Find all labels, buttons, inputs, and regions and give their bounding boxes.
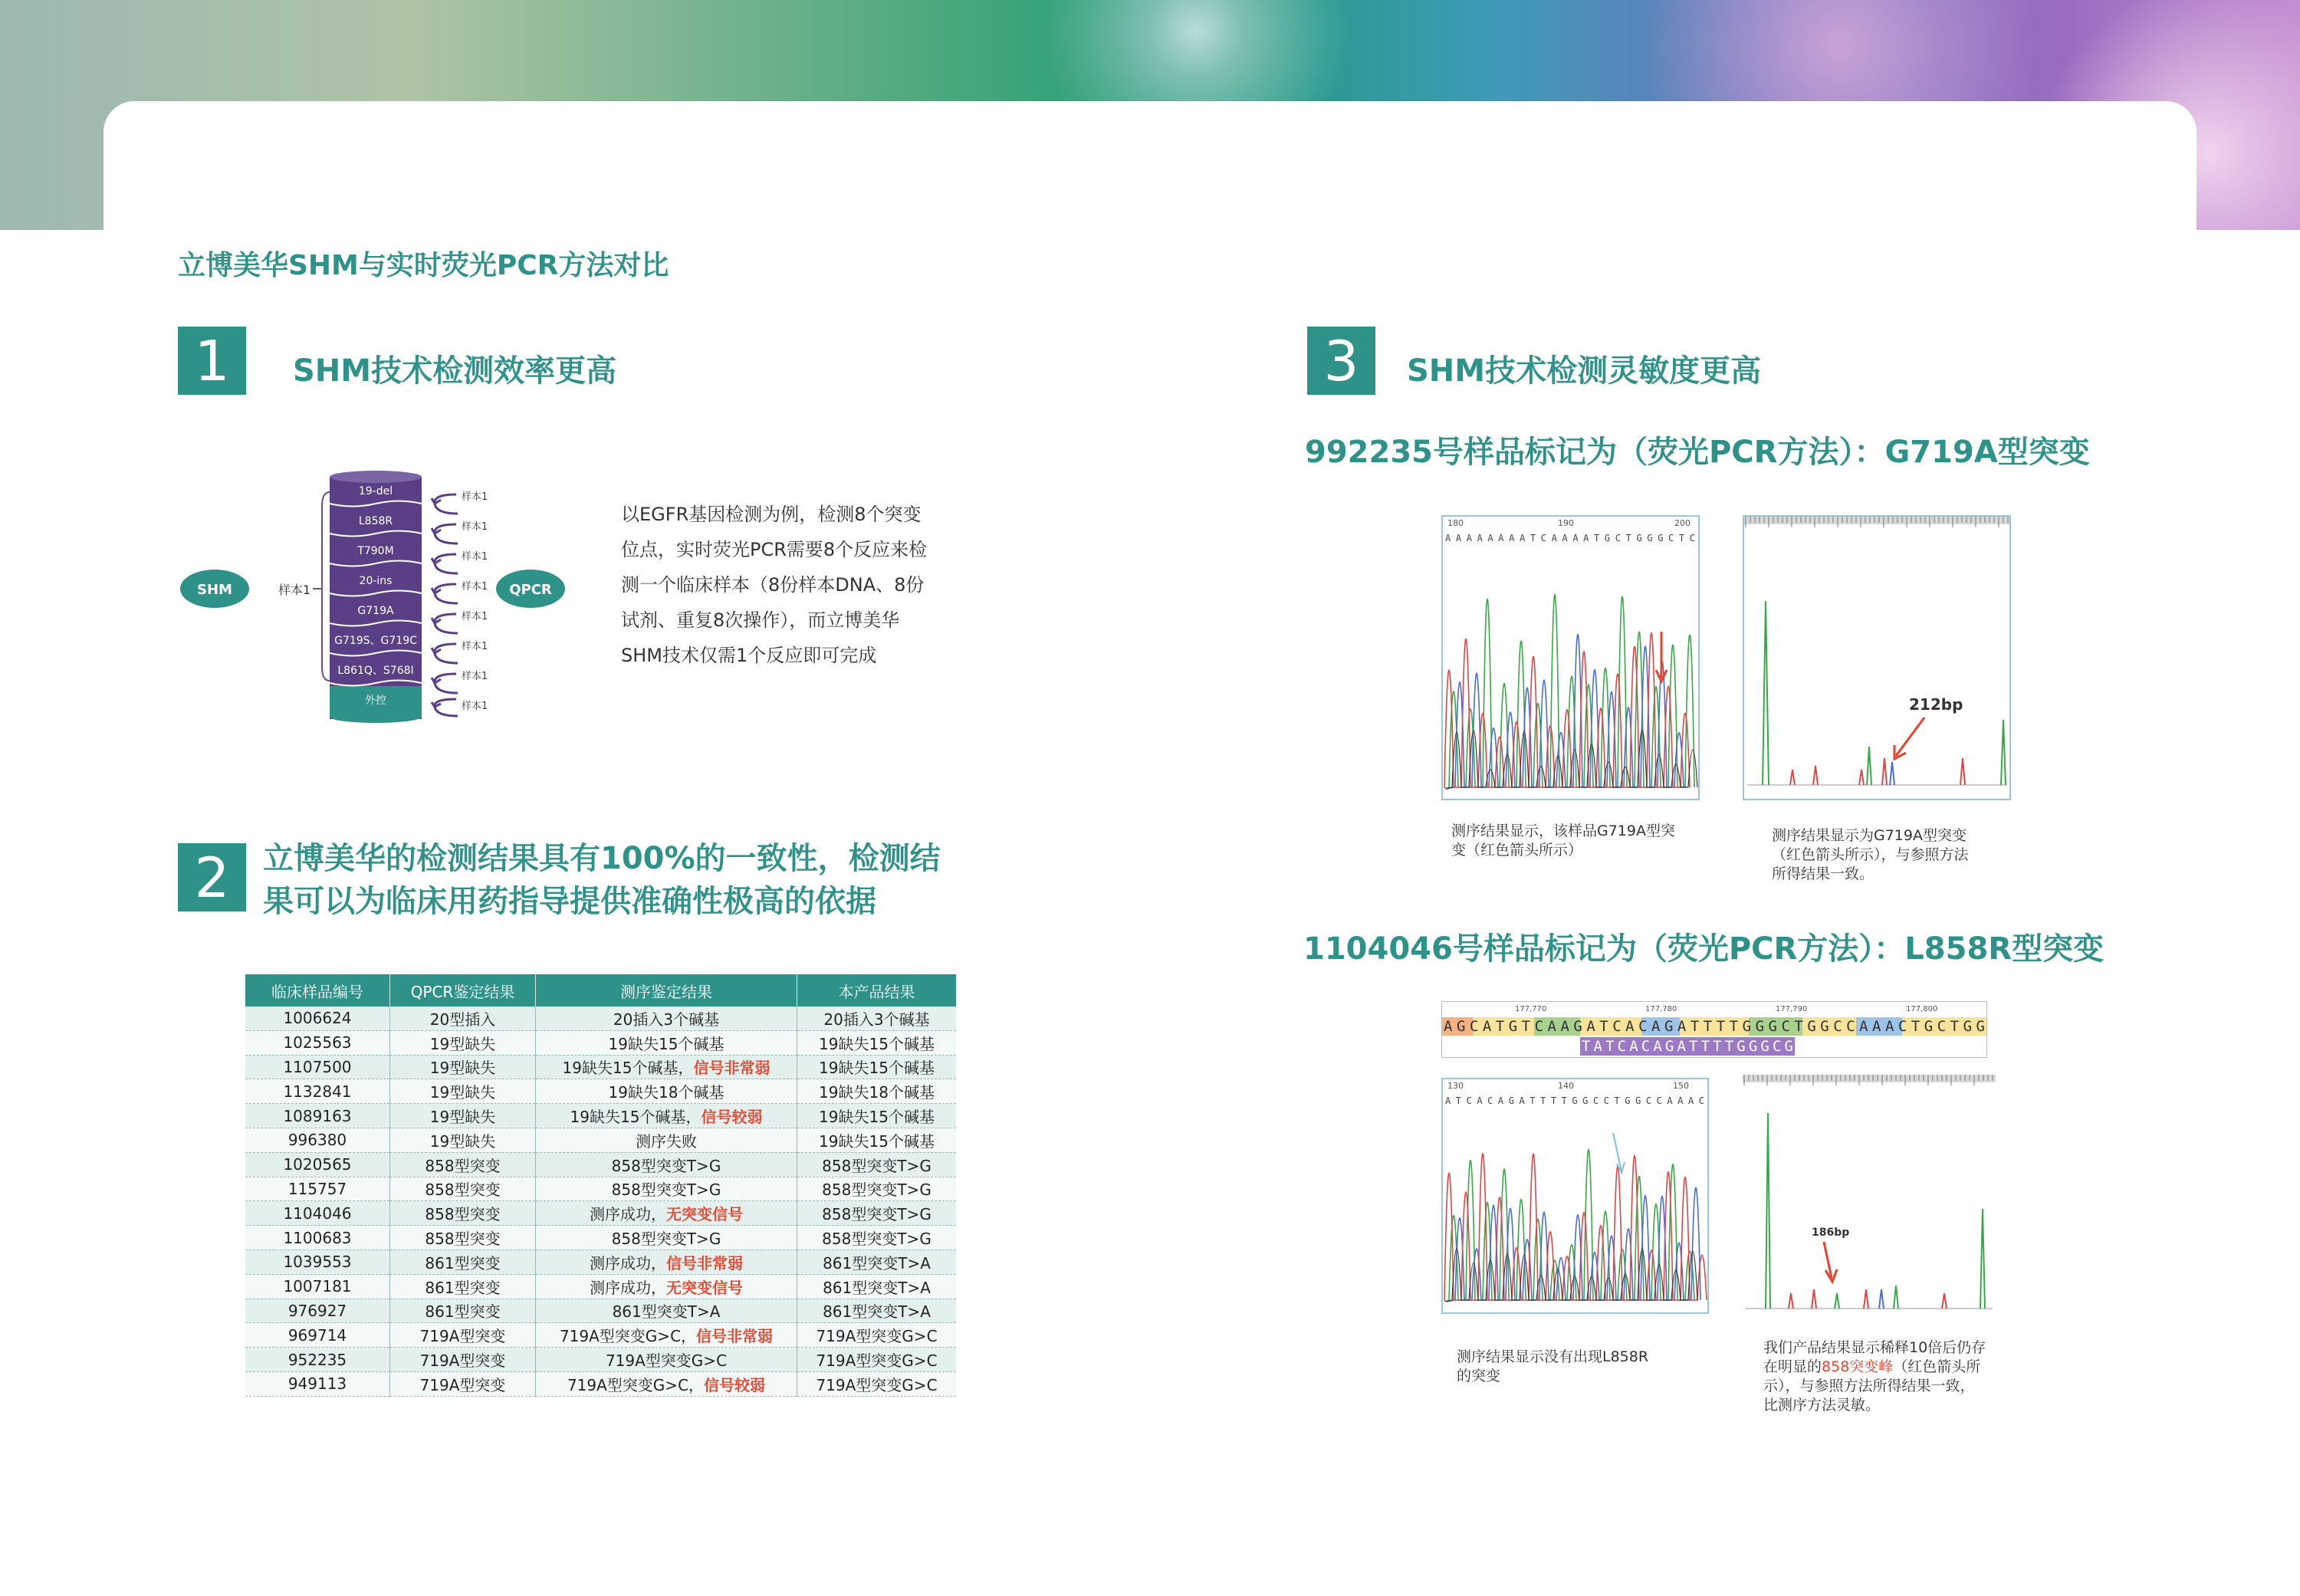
table-cell bbox=[390, 1177, 536, 1201]
column-header: QPCR鉴定结果 bbox=[390, 974, 536, 1007]
caption-line: （红色箭头所示），与参照方法 bbox=[1772, 846, 1969, 863]
caption-line: 的突变 bbox=[1457, 1368, 1501, 1384]
cell-text: 719A型突变 bbox=[419, 1351, 506, 1371]
cell-text: 1006624 bbox=[283, 1009, 352, 1028]
cell-text: 861型突变 bbox=[425, 1253, 501, 1273]
cell-text: 1039553 bbox=[283, 1253, 352, 1272]
table-cell bbox=[797, 1079, 957, 1104]
trace-tick: 200 bbox=[1674, 518, 1691, 528]
cell-flag: 信号较弱 bbox=[704, 1375, 766, 1394]
results-table bbox=[245, 974, 956, 1397]
cell-text: 858型突变T>G bbox=[822, 1181, 932, 1200]
table-row bbox=[245, 1250, 956, 1274]
cell-text: 858型突变 bbox=[425, 1205, 501, 1224]
sample-label: 样本1 bbox=[278, 583, 311, 597]
table-cell bbox=[390, 1030, 536, 1055]
table-cell bbox=[390, 1371, 536, 1396]
table-cell bbox=[797, 1128, 957, 1152]
table-row bbox=[245, 1007, 956, 1030]
caption-line: 测序结果显示没有出现L858R bbox=[1457, 1348, 1649, 1365]
reference-sequence: AGCATGTCAAGATCACAGATTTTGGGCTGGCCAAACTGCTGG bbox=[1444, 1018, 1985, 1035]
cell-text: 19缺失15个碱基 bbox=[819, 1034, 935, 1053]
paragraph-line: 测一个临床样本（8份样本DNA、8份 bbox=[621, 574, 925, 596]
caption-line: 所得结果一致。 bbox=[1772, 865, 1875, 882]
section2-title-line: 果可以为临床用药指导提供准确性极高的依据 bbox=[263, 884, 876, 919]
cell-text: 19缺失15个碱基 bbox=[608, 1034, 724, 1053]
table-cell bbox=[797, 1055, 957, 1079]
alignment-tick: 177,780 bbox=[1645, 1005, 1677, 1013]
arrow-label: 样本1 bbox=[462, 491, 488, 503]
cell-text: 19缺失15个碱基 bbox=[819, 1059, 935, 1078]
cell-text: 19缺失18个碱基 bbox=[608, 1083, 724, 1102]
table-cell bbox=[390, 1274, 536, 1299]
section2-title-line: 立博美华的检测结果具有100%的一致性，检测结 bbox=[263, 841, 941, 876]
caption-text: （红色箭头所 bbox=[1893, 1358, 1981, 1375]
section1-title: SHM技术检测效率更高 bbox=[293, 353, 617, 389]
arrow-label: 样本1 bbox=[462, 551, 488, 563]
table-cell bbox=[536, 1055, 797, 1079]
cell-flag: 信号较弱 bbox=[701, 1108, 763, 1127]
trace-sequence: AAAAAAAATCAAAATGCTGGGCTC bbox=[1445, 533, 1695, 543]
cell-text: 测序成功， bbox=[590, 1253, 666, 1273]
alignment-tick: 177,770 bbox=[1515, 1005, 1547, 1013]
cell-text: 测序成功， bbox=[590, 1278, 666, 1297]
arrow-label: 样本1 bbox=[462, 581, 488, 593]
caption-line: 测序结果显示，该样品G719A型突 bbox=[1451, 823, 1675, 839]
cell-text: 719A型突变G>C bbox=[605, 1351, 728, 1371]
cell-text: 719A型突变 bbox=[419, 1327, 506, 1346]
cell-text: 861型突变T>A bbox=[823, 1253, 931, 1273]
caption-ce-2 bbox=[1763, 1338, 1986, 1415]
cell-text: 1089163 bbox=[283, 1106, 352, 1125]
cell-text: 858型突变T>G bbox=[822, 1205, 932, 1224]
cell-text: 858型突变T>G bbox=[822, 1156, 932, 1175]
table-row bbox=[245, 1323, 956, 1348]
cell-text: 1020565 bbox=[283, 1155, 352, 1174]
shm-vs-qpcr-diagram bbox=[172, 460, 579, 728]
cell-text: 858型突变 bbox=[425, 1230, 501, 1249]
table-cell bbox=[797, 1030, 957, 1055]
column-header: 临床样品编号 bbox=[245, 974, 390, 1007]
cell-flag: 信号非常弱 bbox=[696, 1327, 774, 1346]
table-cell bbox=[390, 1201, 536, 1226]
trace-tick: 190 bbox=[1558, 518, 1574, 528]
cylinder-item: L858R bbox=[358, 515, 393, 527]
table-row bbox=[245, 1371, 956, 1396]
table-cell bbox=[536, 1250, 797, 1274]
cell-text: 1100683 bbox=[283, 1228, 352, 1247]
table-row bbox=[245, 1299, 956, 1323]
cylinder-item: 19-del bbox=[358, 485, 393, 498]
caption-line: 比测序方法灵敏。 bbox=[1763, 1397, 1881, 1414]
arrow-label: 样本1 bbox=[462, 611, 488, 622]
table-cell bbox=[797, 1177, 957, 1201]
cell-text: 19型缺失 bbox=[429, 1131, 496, 1151]
table-cell bbox=[390, 1104, 536, 1128]
section2-title bbox=[263, 837, 941, 923]
table-cell bbox=[245, 1079, 390, 1104]
table-cell bbox=[390, 1348, 536, 1372]
table-cell bbox=[536, 1323, 797, 1348]
cell-text: 1025563 bbox=[283, 1033, 352, 1053]
caption-line: 测序结果显示为G719A型突变 bbox=[1772, 827, 1967, 844]
red-arrow-icon bbox=[1894, 718, 1924, 759]
table-cell bbox=[797, 1152, 957, 1177]
sequencing-trace-2 bbox=[1441, 1078, 1709, 1314]
caption-text: 在明显的 bbox=[1763, 1358, 1822, 1375]
cell-flag: 无突变信号 bbox=[666, 1205, 743, 1224]
cell-text: 858型突变 bbox=[425, 1156, 501, 1175]
arrow-label: 样本1 bbox=[462, 641, 488, 652]
table-row bbox=[245, 1030, 956, 1055]
cell-text: 19型缺失 bbox=[429, 1059, 496, 1078]
table-cell bbox=[536, 1226, 797, 1250]
cell-text: 测序失败 bbox=[636, 1131, 697, 1151]
table-cell bbox=[797, 1323, 957, 1348]
table-cell bbox=[245, 1274, 390, 1299]
cell-text: 996380 bbox=[288, 1131, 347, 1150]
table-cell bbox=[797, 1007, 957, 1030]
trace-sequence: ATCACAGATTTTGGCCTGGCCAAAC bbox=[1445, 1095, 1704, 1106]
cell-text: 1132841 bbox=[283, 1082, 352, 1101]
table-row bbox=[245, 1201, 956, 1226]
cell-text: 719A型突变G>C bbox=[816, 1351, 938, 1371]
table-row bbox=[245, 1274, 956, 1299]
paragraph-line: 以EGFR基因检测为例，检测8个突变 bbox=[621, 504, 922, 525]
table-row bbox=[245, 1177, 956, 1201]
table-cell bbox=[390, 1226, 536, 1250]
return-arrows bbox=[432, 494, 458, 716]
cell-text: 949113 bbox=[288, 1374, 347, 1394]
cell-text: 19缺失15个碱基 bbox=[819, 1131, 935, 1151]
cell-text: 858型突变T>G bbox=[611, 1230, 721, 1249]
table-cell bbox=[536, 1177, 797, 1201]
cell-text: 19型缺失 bbox=[429, 1034, 496, 1053]
column-header: 本产品结果 bbox=[797, 974, 957, 1007]
read-sequence: TATCACAGATTTTGGGCG bbox=[1582, 1038, 1793, 1055]
cell-text: 976927 bbox=[288, 1301, 347, 1320]
cell-text: 1107500 bbox=[283, 1057, 352, 1076]
paragraph-line: 位点，实时荧光PCR需要8个反应来检 bbox=[621, 539, 928, 560]
ce-trace-1 bbox=[1743, 515, 2011, 800]
table-row bbox=[245, 1128, 956, 1152]
arrow-label: 样本1 bbox=[462, 521, 488, 533]
peak-label: 186bp bbox=[1812, 1227, 1850, 1239]
qpcr-node-label: QPCR bbox=[509, 582, 552, 598]
section1-paragraph bbox=[621, 497, 943, 673]
cell-text: 19型缺失 bbox=[429, 1108, 496, 1127]
cylinder-item: G719A bbox=[357, 605, 394, 617]
cell-text: 19缺失15个碱基， bbox=[562, 1059, 694, 1078]
table-cell bbox=[536, 1371, 797, 1396]
table-cell bbox=[245, 1226, 390, 1250]
cell-text: 115757 bbox=[288, 1179, 347, 1198]
caption-line: 示），与参照方法所得结果一致， bbox=[1763, 1378, 1975, 1394]
shm-node-label: SHM bbox=[197, 582, 232, 598]
table-cell bbox=[797, 1250, 957, 1274]
cell-text: 861型突变 bbox=[425, 1278, 501, 1297]
table-cell bbox=[390, 1079, 536, 1104]
cell-text: 1104046 bbox=[283, 1204, 352, 1223]
caption-highlight: 858突变峰 bbox=[1822, 1358, 1894, 1375]
table-cell bbox=[245, 1323, 390, 1348]
table-cell bbox=[245, 1055, 390, 1079]
table-cell bbox=[536, 1299, 797, 1323]
table-cell bbox=[797, 1201, 957, 1226]
cylinder-item: T790M bbox=[357, 545, 394, 557]
caption-line bbox=[1763, 1358, 1986, 1377]
table-cell bbox=[536, 1030, 797, 1055]
sample2-heading: 1104046号样品标记为（荧光PCR方法）：L858R型突变 bbox=[1303, 931, 2104, 967]
arrow-label: 样本1 bbox=[462, 671, 488, 682]
cell-text: 861型突变T>A bbox=[612, 1302, 721, 1322]
table-cell bbox=[390, 1323, 536, 1348]
table-header-row bbox=[245, 974, 956, 1007]
blue-arrow-icon bbox=[1613, 1133, 1625, 1173]
table-cell bbox=[245, 1030, 390, 1055]
cylinder-item: 外控 bbox=[365, 695, 386, 707]
caption-seq-1 bbox=[1451, 822, 1675, 860]
table-cell bbox=[390, 1128, 536, 1152]
cell-text: 19缺失18个碱基 bbox=[819, 1083, 935, 1102]
table-cell bbox=[797, 1371, 957, 1396]
cell-text: 861型突变T>A bbox=[823, 1302, 931, 1322]
mutation-cylinder bbox=[330, 471, 422, 723]
table-cell bbox=[390, 1152, 536, 1177]
red-arrow-icon bbox=[1656, 632, 1667, 681]
cell-text: 969714 bbox=[288, 1325, 347, 1345]
cell-text: 719A型突变G>C， bbox=[559, 1327, 697, 1346]
table-cell bbox=[536, 1348, 797, 1372]
cell-text: 20插入3个碱基 bbox=[613, 1010, 720, 1029]
section3-number: 3 bbox=[1307, 327, 1375, 395]
cell-text: 952235 bbox=[288, 1350, 347, 1369]
cylinder-item: L861Q、S768I bbox=[337, 665, 414, 677]
table-cell bbox=[245, 1104, 390, 1128]
alignment-tick: 177,790 bbox=[1776, 1005, 1808, 1013]
section1-number: 1 bbox=[178, 327, 246, 395]
table-cell bbox=[390, 1250, 536, 1274]
table-cell bbox=[245, 1299, 390, 1323]
table-cell bbox=[536, 1201, 797, 1226]
table-cell bbox=[536, 1274, 797, 1299]
table-row bbox=[245, 1348, 956, 1372]
table-cell bbox=[797, 1299, 957, 1323]
table-cell bbox=[536, 1079, 797, 1104]
cell-text: 719A型突变G>C， bbox=[567, 1375, 705, 1394]
paragraph-line: SHM技术仅需1个反应即可完成 bbox=[621, 645, 877, 666]
caption-line: 变（红色箭头所示） bbox=[1451, 842, 1583, 859]
alignment-strip bbox=[1441, 1001, 1987, 1058]
arrow-label: 样本1 bbox=[462, 701, 488, 712]
table-row bbox=[245, 1079, 956, 1104]
red-arrow-icon bbox=[1824, 1242, 1837, 1282]
table-cell bbox=[536, 1104, 797, 1128]
table-cell bbox=[245, 1152, 390, 1177]
table-cell bbox=[797, 1104, 957, 1128]
table-cell bbox=[797, 1226, 957, 1250]
table-cell bbox=[245, 1007, 390, 1030]
table-cell bbox=[797, 1274, 957, 1299]
table-row bbox=[245, 1104, 956, 1128]
section2-number: 2 bbox=[178, 843, 246, 911]
sample1-heading: 992235号样品标记为（荧光PCR方法）：G719A型突变 bbox=[1305, 435, 2090, 470]
table-cell bbox=[536, 1007, 797, 1030]
trace-tick: 180 bbox=[1447, 518, 1464, 528]
sequencing-trace-1 bbox=[1441, 515, 1700, 800]
table-row bbox=[245, 1055, 956, 1079]
table-cell bbox=[245, 1201, 390, 1226]
trace-tick: 150 bbox=[1673, 1081, 1689, 1091]
cell-text: 19缺失15个碱基， bbox=[570, 1108, 702, 1127]
cell-text: 858型突变T>G bbox=[822, 1230, 932, 1249]
table-row bbox=[245, 1152, 956, 1177]
ce-trace-2 bbox=[1743, 1075, 1996, 1312]
cell-text: 858型突变T>G bbox=[611, 1156, 721, 1175]
table-row bbox=[245, 1226, 956, 1250]
cylinder-item: G719S、G719C bbox=[334, 635, 417, 647]
caption-seq-2 bbox=[1457, 1348, 1648, 1386]
cell-text: 719A型突变G>C bbox=[816, 1327, 938, 1346]
cell-text: 1007181 bbox=[283, 1277, 352, 1296]
table-cell bbox=[797, 1348, 957, 1372]
table-cell bbox=[536, 1152, 797, 1177]
table-cell bbox=[245, 1371, 390, 1396]
table-cell bbox=[390, 1299, 536, 1323]
table-cell bbox=[245, 1348, 390, 1372]
paragraph-line: 试剂、重复8次操作），而立博美华 bbox=[621, 609, 900, 631]
cell-text: 858型突变 bbox=[425, 1181, 501, 1200]
peak-label: 212bp bbox=[1909, 695, 1963, 714]
table-cell bbox=[245, 1250, 390, 1274]
caption-ce-1 bbox=[1772, 826, 1969, 884]
cell-flag: 信号非常弱 bbox=[693, 1059, 770, 1078]
table-cell bbox=[245, 1128, 390, 1152]
cell-text: 19型缺失 bbox=[429, 1083, 496, 1102]
cell-text: 861型突变T>A bbox=[823, 1278, 931, 1297]
bracket bbox=[322, 492, 330, 681]
table-cell bbox=[536, 1128, 797, 1152]
cell-flag: 信号非常弱 bbox=[666, 1253, 743, 1273]
cell-flag: 无突变信号 bbox=[666, 1278, 743, 1297]
table-cell bbox=[245, 1177, 390, 1201]
column-header: 测序鉴定结果 bbox=[536, 974, 797, 1007]
cell-text: 19缺失15个碱基 bbox=[819, 1108, 935, 1127]
section3-title: SHM技术检测灵敏度更高 bbox=[1407, 353, 1762, 389]
cell-text: 719A型突变G>C bbox=[816, 1375, 938, 1394]
alignment-tick: 177,800 bbox=[1906, 1005, 1938, 1013]
trace-tick: 140 bbox=[1558, 1081, 1574, 1091]
trace-tick: 130 bbox=[1447, 1081, 1464, 1091]
cell-text: 20插入3个碱基 bbox=[823, 1010, 930, 1029]
cell-text: 20型插入 bbox=[429, 1010, 496, 1029]
table-cell bbox=[390, 1055, 536, 1079]
page-title: 立博美华SHM与实时荧光PCR方法对比 bbox=[178, 250, 669, 281]
cylinder-item: 20-ins bbox=[359, 575, 393, 587]
cell-text: 858型突变T>G bbox=[611, 1181, 721, 1200]
cell-text: 测序成功， bbox=[590, 1205, 666, 1224]
table-cell bbox=[390, 1007, 536, 1030]
cell-text: 719A型突变 bbox=[419, 1375, 506, 1394]
cell-text: 861型突变 bbox=[425, 1302, 501, 1322]
caption-line: 我们产品结果显示稀释10倍后仍存 bbox=[1763, 1339, 1986, 1356]
